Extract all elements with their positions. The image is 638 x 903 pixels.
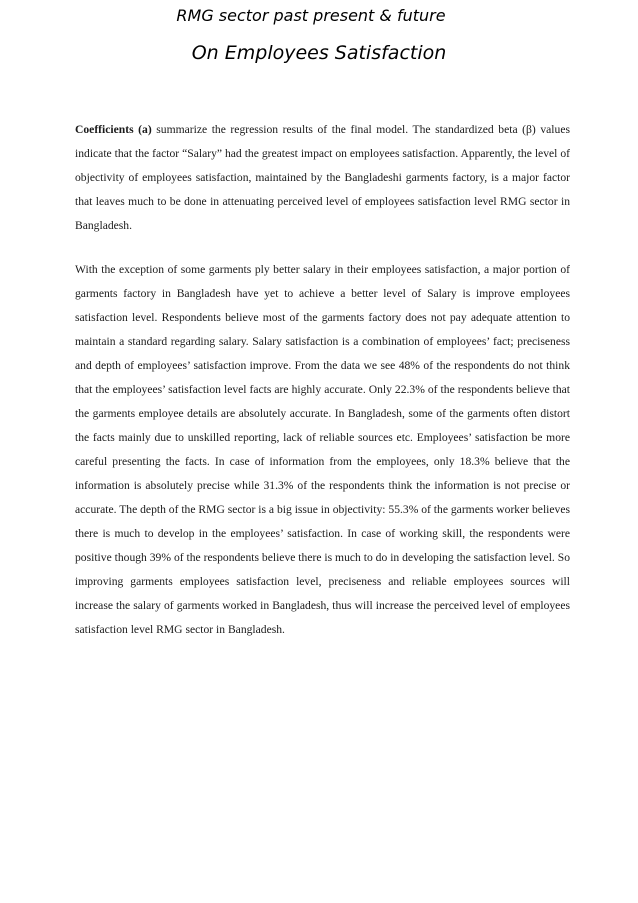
paragraph-text: summarize the regression results of the final model. The standardized beta (β) values indicate that the factor “Salary” had the greatest impact on employees satisfaction. Apparently, the level of objectivity of employees satisfaction, maintained by the Bangladeshi garments factory, is a major factor that leaves much to be done in attenuating perceived level of employees satisfaction level RMG sector in Bangladesh.: [75, 123, 570, 232]
page-title: On Employees Satisfaction: [191, 42, 447, 64]
paragraph-lead-term: Coefficients (a): [75, 123, 152, 136]
running-header-title: RMG sector past present & future: [176, 6, 446, 25]
paragraph-coefficients: [75, 118, 570, 238]
paragraph-salary-findings: With the exception of some garments ply better salary in their employees satisfaction, a major portion of garments factory in Bangladesh have yet to achieve a better level of Salary is improve employees satisfaction level. Respondents believe most of the garments factory does not pay adequate attention to maintain a standard regarding salary. Salary satisfaction is a combination of employees’ fact; preciseness and depth of employees’ satisfaction improve. From the data we see 48% of the respondents do not think that the employees’ satisfaction level facts are highly accurate. Only 22.3% of the respondents believe that the garments employee details are absolutely accurate. In Bangladesh, some of the garments often distort the facts mainly due to unskilled reporting, lack of reliable sources etc. Employees’ satisfaction be more careful presenting the facts. In case of information from the employees, only 18.3% believe that the information is absolutely precise while 31.3% of the respondents think the information is not precise or accurate. The depth of the RMG sector is a big issue in objectivity: 55.3% of the garments worker believes there is much to develop in the employees’ satisfaction. In case of working skill, the respondents were positive though 39% of the respondents believe there is much to do in developing the satisfaction level. So improving garments employees satisfaction level, preciseness and reliable employees sources will increase the salary of garments worked in Bangladesh, thus will increase the perceived level of employees satisfaction level RMG sector in Bangladesh.: [75, 263, 570, 636]
